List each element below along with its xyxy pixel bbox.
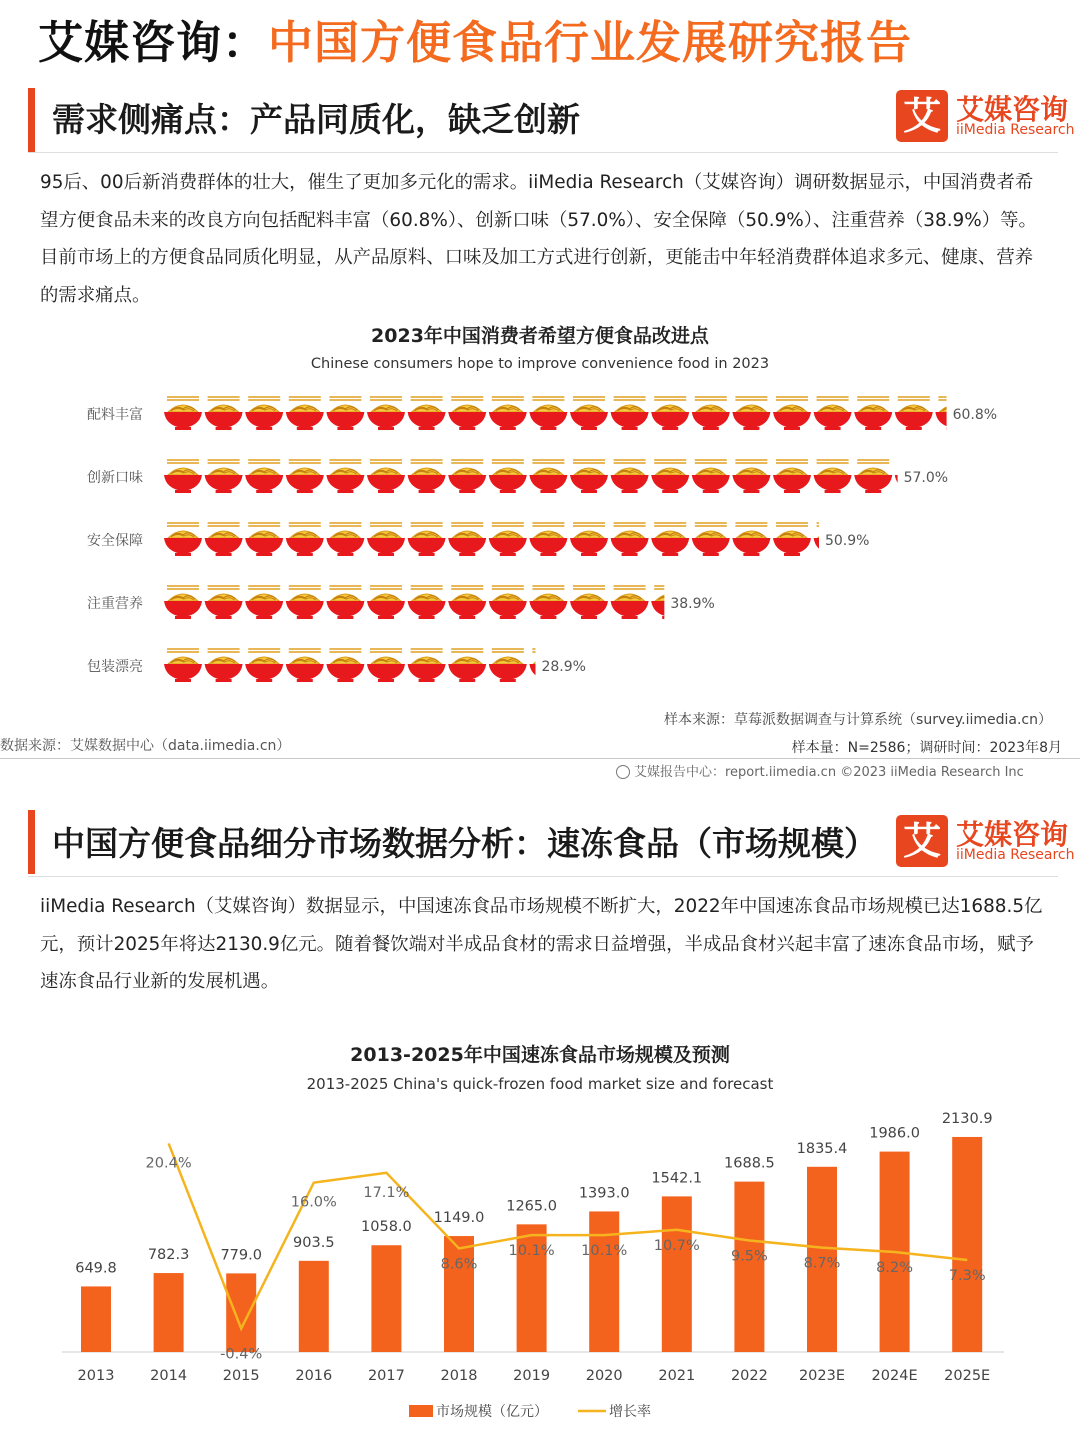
chart1-category-label: 安全保障 (87, 533, 143, 549)
chart2-bar-label: 2130.9 (941, 1110, 993, 1127)
chart2-bar (226, 1273, 256, 1352)
bowl-icon (570, 460, 608, 493)
bowl-icon (205, 397, 243, 430)
chart2-bar-label: 1393.0 (578, 1185, 630, 1202)
chart2-x-tick: 2013 (77, 1368, 115, 1384)
chart1-value-label: 38.9% (670, 596, 715, 612)
chart2-bar-label: 1149.0 (433, 1210, 485, 1227)
bowl-icon (773, 397, 811, 430)
report-topic: 中国方便食品行业发展研究报告 (268, 16, 913, 69)
globe-icon (616, 765, 630, 779)
chart2-x-tick: 2015 (222, 1368, 260, 1384)
bowl-icon (732, 523, 770, 556)
chart2-growth-label: 10.1% (581, 1243, 628, 1260)
chart1-pictogram (0, 380, 1080, 710)
chart1-value-label: 28.9% (541, 659, 586, 675)
bowl-icon (692, 397, 730, 430)
report-center (616, 761, 1024, 780)
report-title (38, 6, 912, 71)
report-center-text: 艾媒报告中心：report.iimedia.cn ©2023 iiMedia Research Inc (634, 765, 1024, 780)
bowl-icon (245, 586, 283, 619)
bowl-icon (245, 397, 283, 430)
iimedia-logo (896, 90, 1076, 150)
chart1-bar (164, 460, 933, 493)
chart1-bar (164, 586, 689, 619)
bowl-icon (286, 397, 324, 430)
chart2-bar (371, 1245, 401, 1352)
chart2-growth-label: 8.7% (803, 1255, 841, 1272)
chart1-value-label: 50.9% (824, 533, 870, 549)
bowl-icon (164, 586, 202, 619)
chart2-bar-label: 649.8 (75, 1260, 117, 1277)
chart1-bar (164, 649, 567, 682)
bowl-icon (854, 460, 892, 493)
chart2-legend (409, 1403, 651, 1420)
chart2-bar (952, 1137, 982, 1352)
chart1-bar (164, 397, 973, 430)
chart2-bar-label: 1986.0 (869, 1125, 920, 1142)
bowl-icon (205, 586, 243, 619)
chart1-bar (164, 523, 852, 556)
chart2-growth-label: 10.7% (653, 1237, 700, 1254)
bowl-icon (489, 523, 527, 556)
chart2-x-tick: 2014 (150, 1368, 188, 1384)
section2-paragraph: iiMedia Research（艾媒咨询）数据显示，中国速冻食品市场规模不断扩大，2022年中国速冻食品市场规模已达1688.5亿元，预计2025年将达2130.9亿元。随着餐饮端对半成品食材的需求日益增强，半成品食材兴起丰富了速冻食品市场，赋予速冻食品行业新的发展机遇。 (40, 896, 1043, 992)
bowl-icon (326, 523, 364, 556)
bowl-icon (286, 586, 324, 619)
bowl-icon (651, 397, 689, 430)
bowl-icon (164, 397, 202, 430)
bowl-icon (367, 586, 405, 619)
bowl-icon (814, 460, 852, 493)
bowl-icon (326, 649, 364, 682)
chart2-growth-label: 8.2% (876, 1260, 914, 1277)
bowl-icon (448, 586, 486, 619)
chart2-x-tick: 2018 (440, 1368, 478, 1384)
chart2-growth-label: 8.6% (440, 1256, 478, 1273)
chart2-bar-label: 1835.4 (796, 1140, 848, 1157)
bowl-icon (408, 523, 446, 556)
chart2-bar-label: 782.3 (147, 1247, 190, 1264)
bowl-icon (651, 460, 689, 493)
chart2-subtitle: 2013-2025 China's quick-frozen food market size and forecast (306, 1075, 774, 1093)
logo-mark-icon: 艾 (896, 815, 948, 867)
section1-accent-bar (28, 88, 35, 152)
logo-cn-text: 艾媒咨询 (956, 93, 1069, 126)
section1-title: 需求侧痛点：产品同质化，缺乏创新 (52, 100, 580, 139)
bowl-icon (489, 649, 527, 682)
chart1-value-label: 60.8% (952, 407, 998, 423)
chart2-bar-label: 1542.1 (651, 1170, 703, 1187)
legend-bar-swatch (409, 1405, 433, 1417)
bowl-icon (489, 460, 527, 493)
chart2-x-tick: 2021 (658, 1368, 696, 1384)
footer-divider (0, 758, 1080, 759)
bowl-icon (448, 523, 486, 556)
bowl-icon (570, 397, 608, 430)
bowl-icon (286, 460, 324, 493)
chart2-growth-label: 17.1% (363, 1184, 410, 1201)
section2-accent-bar (28, 810, 35, 874)
bowl-icon (692, 460, 730, 493)
chart2-bar-label: 1058.0 (361, 1219, 412, 1236)
chart1-category-label: 创新口味 (87, 470, 143, 486)
bowl-icon (326, 460, 364, 493)
bowl-icon (611, 586, 649, 619)
chart1-category-label: 包装漂亮 (87, 659, 143, 675)
chart2-x-tick: 2022 (730, 1368, 768, 1384)
logo-cn-text: 艾媒咨询 (956, 818, 1069, 851)
bowl-icon (814, 397, 852, 430)
chart1-data-source: 数据来源：艾媒数据中心（data.iimedia.cn） (0, 738, 291, 754)
bowl-icon (205, 460, 243, 493)
section1-divider (28, 152, 1058, 153)
chart1-value-label: 57.0% (903, 470, 949, 486)
bowl-icon (732, 460, 770, 493)
chart2-bar (444, 1236, 474, 1352)
bowl-icon (245, 649, 283, 682)
bowl-icon (367, 523, 405, 556)
chart2-growth-line (169, 1140, 968, 1328)
bowl-icon (529, 586, 567, 619)
bowl-icon (286, 649, 324, 682)
chart2-growth-label: 16.0% (290, 1194, 337, 1211)
chart2-bar-label: 779.0 (220, 1247, 262, 1264)
bowl-icon (205, 649, 243, 682)
chart2-x-tick: 2024E (871, 1368, 918, 1384)
bowl-icon (773, 523, 811, 556)
chart2-title: 2013-2025年中国速冻食品市场规模及预测 (350, 1044, 730, 1066)
bowl-icon (448, 649, 486, 682)
bowl-icon (326, 586, 364, 619)
bowl-icon (326, 397, 364, 430)
bowl-icon (651, 523, 689, 556)
chart2-bar-label: 1688.5 (724, 1155, 775, 1172)
bowl-icon (367, 460, 405, 493)
logo-en-text: iiMedia Research (956, 122, 1075, 138)
bowl-icon (529, 523, 567, 556)
chart2-bar (81, 1286, 111, 1352)
logo-en-text: iiMedia Research (956, 847, 1075, 863)
chart2-growth-label: 20.4% (145, 1155, 192, 1172)
chart1-sample-source: 样本来源：草莓派数据调查与计算系统（survey.iimedia.cn） (664, 712, 1052, 728)
bowl-icon (489, 586, 527, 619)
chart2-bar (589, 1211, 619, 1352)
bowl-icon (448, 460, 486, 493)
bowl-icon (529, 460, 567, 493)
bowl-icon (854, 397, 892, 430)
chart1-category-label: 配料丰富 (87, 407, 143, 423)
chart2-growth-label: -0.4% (220, 1346, 263, 1363)
section2-title: 中国方便食品细分市场数据分析：速冻食品（市场规模） (52, 824, 877, 863)
iimedia-logo-2 (896, 815, 1076, 875)
bowl-icon (205, 523, 243, 556)
bowl-icon (164, 523, 202, 556)
bowl-icon (408, 460, 446, 493)
chart2-growth-label: 9.5% (730, 1248, 768, 1265)
bowl-icon (570, 523, 608, 556)
chart2-growth-label: 7.3% (948, 1268, 986, 1285)
logo-mark-icon: 艾 (896, 90, 948, 142)
chart2-bar (154, 1273, 184, 1352)
chart2-combo (0, 1095, 1080, 1435)
chart2-bar-label: 903.5 (293, 1234, 335, 1251)
chart1-category-label: 注重营养 (87, 596, 143, 612)
chart2-bar (662, 1196, 692, 1352)
chart2-bar (734, 1182, 764, 1352)
bowl-icon (245, 523, 283, 556)
chart2-x-tick: 2020 (585, 1368, 623, 1384)
legend-line-label: 增长率 (609, 1404, 651, 1420)
bowl-icon (692, 523, 730, 556)
bowl-icon (489, 397, 527, 430)
bowl-icon (570, 586, 608, 619)
bowl-icon (408, 397, 446, 430)
chart1-subtitle: Chinese consumers hope to improve convenience food in 2023 (310, 356, 770, 372)
bowl-icon (286, 523, 324, 556)
chart2-bar-label: 1265.0 (506, 1198, 557, 1215)
bowl-icon (448, 397, 486, 430)
bowl-icon (611, 397, 649, 430)
chart2-x-tick: 2019 (513, 1368, 551, 1384)
bowl-icon (732, 397, 770, 430)
bowl-icon (529, 397, 567, 430)
bowl-icon (408, 649, 446, 682)
chart2-x-tick: 2023E (798, 1368, 846, 1384)
bowl-icon (367, 649, 405, 682)
chart2-x-tick: 2017 (367, 1368, 405, 1384)
bowl-icon (895, 397, 933, 430)
bowl-icon (773, 460, 811, 493)
report-brand: 艾媒咨询： (38, 16, 269, 69)
chart1-sample-info: 样本量：N=2586；调研时间：2023年8月 (791, 740, 1062, 756)
legend-bar-label: 市场规模（亿元） (436, 1404, 548, 1420)
section1-paragraph: 95后、00后新消费群体的壮大，催生了更加多元化的需求。iiMedia Research（艾媒咨询）调研数据显示，中国消费者希望方便食品未来的改良方向包括配料丰富（60.8%）、创新口味（57.0%）、安全保障（50.9%）、注重营养（38.9%）等。目前市场上的方便食品同质化明显，从产品原料、口味及加工方式进行创新，更能击中年轻消费群体追求多元、健康、营养的需求痛点。 (40, 172, 1037, 306)
chart2-bar (299, 1261, 329, 1352)
bowl-icon (164, 460, 202, 493)
bowl-icon (611, 460, 649, 493)
bowl-icon (367, 397, 405, 430)
bowl-icon (164, 649, 202, 682)
section2-divider (28, 876, 1058, 877)
bowl-icon (245, 460, 283, 493)
chart2-x-tick: 2016 (295, 1368, 333, 1384)
chart1-title: 2023年中国消费者希望方便食品改进点 (371, 325, 709, 347)
bowl-icon (611, 523, 649, 556)
chart2-growth-label: 10.1% (508, 1243, 555, 1260)
bowl-icon (408, 586, 446, 619)
chart2-x-tick: 2025E (944, 1368, 991, 1384)
